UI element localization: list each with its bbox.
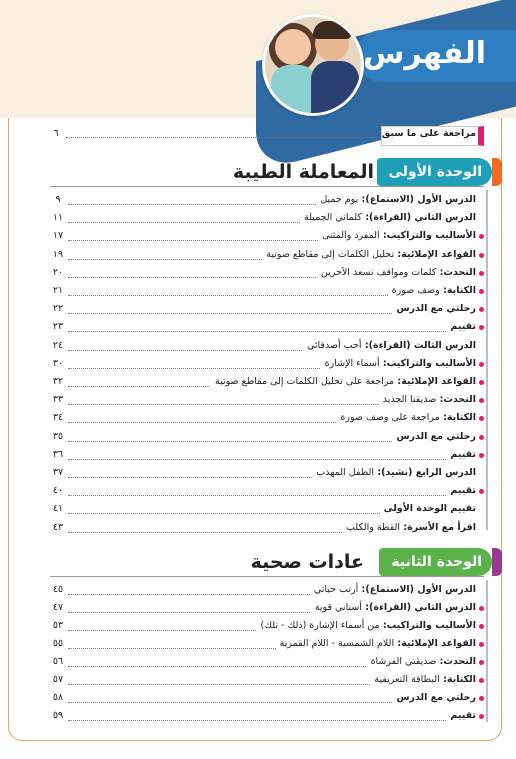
page-number: ٢٣ [52, 321, 64, 333]
toc-row[interactable] [50, 691, 484, 708]
bullet-icon [479, 289, 484, 294]
toc-row[interactable] [50, 601, 484, 618]
toc-row[interactable] [50, 211, 484, 228]
unit2-tab: الوحدة الثانية [379, 548, 492, 576]
toc-entry-label: الأساليب والتراكيب: [379, 230, 476, 242]
toc-entry-label: القواعد الإملائية: [394, 638, 476, 649]
bullet-icon [479, 307, 484, 312]
bullet-icon [479, 271, 484, 276]
toc-entry-label: التحدث: [436, 266, 476, 278]
header-banner [356, 30, 516, 82]
toc-entry-title: اللام الشمسية - اللام القمرية [279, 638, 395, 649]
toc-entry-title: أسماء الإشارة [324, 357, 380, 369]
page-number: ٣٤ [52, 412, 64, 424]
toc-entry-label: الدرس الثاني (القراءة): [361, 212, 476, 224]
toc-entry-label: القواعد الإملائية: [394, 376, 476, 387]
dotted-leader [68, 720, 476, 721]
toc-entry-text [392, 431, 476, 442]
page-number: ١٩ [52, 248, 64, 260]
toc-row[interactable] [50, 339, 484, 356]
review-row[interactable] [48, 126, 484, 144]
toc-row[interactable] [50, 302, 484, 319]
toc-row[interactable] [50, 655, 484, 672]
bullet-icon [479, 696, 484, 701]
toc-entry-text [380, 503, 476, 514]
dotted-leader [66, 137, 378, 138]
toc-entry-text [300, 212, 476, 223]
toc-row[interactable] [50, 583, 484, 600]
page-number: ٤٥ [52, 584, 64, 595]
toc-entry-label: رحلتي مع الدرس [396, 303, 476, 315]
toc-entry-text [379, 394, 476, 405]
toc-entry-text [318, 230, 476, 241]
toc-entry-title: وصف صورة [391, 285, 440, 296]
toc-entry-label: الكتابة: [439, 285, 476, 296]
bullet-icon [479, 398, 484, 403]
toc-entry-label: الأساليب والتراكيب: [379, 620, 476, 631]
toc-row[interactable] [50, 284, 484, 301]
page-number: ٣٥ [52, 430, 64, 442]
toc-entry-text [446, 710, 476, 721]
toc-entry-text [446, 321, 476, 332]
unit1-side-rule [486, 190, 488, 530]
page-number: ٩ [55, 194, 61, 205]
toc-entry-text [446, 449, 476, 460]
toc-entry-label: الدرس الأول (الاستماع): [358, 194, 476, 205]
toc-entry-label: تقييم [450, 448, 476, 460]
page-number: ٢٤ [52, 339, 64, 351]
toc-entry-label: الدرس الثالث (القراءة): [361, 339, 476, 351]
unit1-accent [492, 158, 502, 186]
toc-entry-text [276, 638, 476, 649]
unit2-accent [492, 548, 502, 576]
toc-row[interactable] [50, 411, 484, 428]
toc-entry-text [316, 194, 476, 205]
toc-entry-label: تقييم الوحدة الأولى [383, 503, 476, 515]
toc-entry-label: رحلتي مع الدرس [396, 430, 476, 442]
page-number: ٥٣ [52, 620, 64, 631]
toc-entry-title: من أسماء الإشارة (ذلك - تلك) [260, 620, 380, 631]
toc-entry-title: صديقتي الفرشاة [370, 656, 437, 667]
toc-entry-label: التحدث: [436, 394, 476, 406]
toc-entry-title: مراجعة على وصف صورة [340, 412, 440, 424]
toc-entry-label: الدرس الأول (الاستماع): [358, 584, 476, 595]
toc-entry-label: الدرس الثاني (القراءة): [361, 602, 476, 613]
unit1-name: المعاملة الطيبة [232, 161, 374, 183]
toc-entry-label: تقييم [450, 485, 476, 497]
toc-entry-text [321, 358, 476, 369]
toc-row[interactable] [50, 320, 484, 337]
toc-row[interactable] [50, 484, 484, 501]
toc-row[interactable] [50, 521, 484, 538]
unit1-tab: الوحدة الأولى [377, 158, 493, 186]
bullet-icon [479, 435, 484, 440]
bullet-icon [479, 714, 484, 719]
toc-entry-label: تقييم [450, 710, 476, 721]
toc-entry-title: كلمات ومواقف تسعد الآخرين [320, 266, 437, 278]
page-title: الفهرس [362, 36, 486, 71]
toc-entry-text [211, 376, 476, 387]
toc-entry-title: أحب أصدقائي [306, 339, 362, 351]
page-number: ٥٨ [52, 692, 64, 703]
page-number: ٢٢ [52, 303, 64, 315]
toc-entry-text [311, 602, 476, 613]
toc-entry-text [262, 249, 476, 260]
toc-row[interactable] [50, 229, 484, 246]
page-number: ٣٧ [52, 467, 64, 478]
toc-entry-text [388, 285, 476, 296]
toc-entry-label: الدرس الرابع (نشيد): [374, 467, 476, 478]
children-illustration [262, 14, 364, 116]
toc-row[interactable] [50, 266, 484, 283]
toc-row[interactable] [50, 673, 484, 690]
toc-entry-text [446, 485, 476, 496]
toc-entry-title: تحليل الكلمات إلى مقاطع صوتية [266, 248, 395, 260]
dotted-leader [68, 495, 476, 496]
unit2-name: عادات صحية [250, 551, 364, 573]
toc-entry-label: تقييم [450, 321, 476, 333]
bullet-icon [479, 416, 484, 421]
toc-row[interactable] [50, 502, 484, 519]
unit2-side-rule [486, 580, 488, 722]
toc-entry-label: الكتابة: [439, 412, 476, 424]
toc-entry-title: أرتب حياتي [313, 584, 359, 595]
toc-row[interactable] [50, 619, 484, 636]
page-number: ٤١ [52, 503, 64, 515]
page-number: ٥٦ [52, 656, 64, 667]
unit2-divider [50, 576, 484, 577]
page-number: ١٧ [52, 230, 64, 242]
unit1-heading [192, 158, 492, 186]
toc-row[interactable] [50, 193, 484, 210]
toc-entry-text [370, 674, 476, 685]
toc-entry-label: القواعد الإملائية: [394, 248, 476, 260]
toc-entry-title: كلماتي الجميلة [304, 212, 362, 224]
toc-row[interactable] [50, 375, 484, 392]
unit2-heading [192, 548, 492, 576]
toc-entry-text [367, 656, 476, 667]
bullet-icon [479, 253, 484, 258]
bullet-icon [479, 678, 484, 683]
toc-entry-text [342, 522, 476, 533]
bullet-icon [479, 606, 484, 611]
page-number: ٣٢ [52, 376, 64, 387]
toc-entry-text [312, 467, 476, 478]
bullet-icon [479, 234, 484, 239]
bullet-icon [479, 660, 484, 665]
toc-entry-title: البطاقة التعريفية [374, 674, 440, 685]
page-number: ٣٠ [52, 357, 64, 369]
bullet-icon [479, 362, 484, 367]
page-number: ٦ [53, 128, 59, 139]
toc-entry-label: الأساليب والتراكيب: [379, 357, 476, 369]
toc-row[interactable] [50, 448, 484, 465]
bullet-icon [479, 325, 484, 330]
toc-entry-text [317, 267, 476, 278]
page-number: ٣٦ [52, 448, 64, 460]
unit1-divider [50, 186, 484, 187]
toc-entry-text [303, 340, 476, 351]
toc-row[interactable] [50, 357, 484, 374]
page-number: ٢٠ [52, 266, 64, 278]
page-number: ٥٥ [52, 638, 64, 649]
page-number: ٣٣ [52, 394, 64, 406]
dotted-leader [68, 459, 476, 460]
toc-entry-label: التحدث: [436, 656, 476, 667]
toc-entry-label: اقرأ مع الأسرة: [400, 521, 476, 533]
dotted-leader [68, 331, 476, 332]
toc-row[interactable] [50, 466, 484, 483]
page-number: ٥٧ [52, 674, 64, 685]
page-number: ٥٩ [52, 710, 64, 721]
toc-entry-label: الكتابة: [439, 674, 476, 685]
toc-row[interactable] [50, 248, 484, 265]
toc-row[interactable] [50, 430, 484, 447]
toc-entry-title: مراجعة على تحليل الكلمات إلى مقاطع صوتية [215, 376, 395, 387]
toc-row[interactable] [50, 709, 484, 726]
toc-entry-title: أسناني قوية [314, 602, 362, 613]
toc-entry-title: صديقنا الجديد [382, 394, 437, 406]
toc-entry-title: المفرد والمثنى [322, 230, 380, 242]
page-number: ٤٧ [52, 602, 64, 613]
bullet-icon [479, 453, 484, 458]
toc-entry-label: رحلتي مع الدرس [396, 692, 476, 703]
toc-row[interactable] [50, 637, 484, 654]
toc-entry-text [310, 584, 476, 595]
review-label: مراجعة على ما سبق [381, 128, 476, 139]
toc-entry-title: يوم جميل [320, 194, 359, 205]
page-number: ٢١ [52, 285, 64, 296]
toc-entry-text [392, 303, 476, 314]
bullet-icon [479, 624, 484, 629]
page-number: ١١ [52, 212, 64, 224]
toc-entry-title: القطة والكلب [345, 521, 401, 533]
toc-row[interactable] [50, 393, 484, 410]
bullet-icon [479, 489, 484, 494]
page-number: ٤٣ [52, 521, 64, 533]
page-number: ٤٠ [52, 485, 64, 497]
toc-entry-text [256, 620, 476, 631]
toc-entry-title: الطفل المهذب [316, 467, 375, 478]
bullet-icon [479, 380, 484, 385]
bullet-icon [479, 642, 484, 647]
toc-entry-text [392, 692, 476, 703]
toc-entry-text [336, 412, 476, 423]
